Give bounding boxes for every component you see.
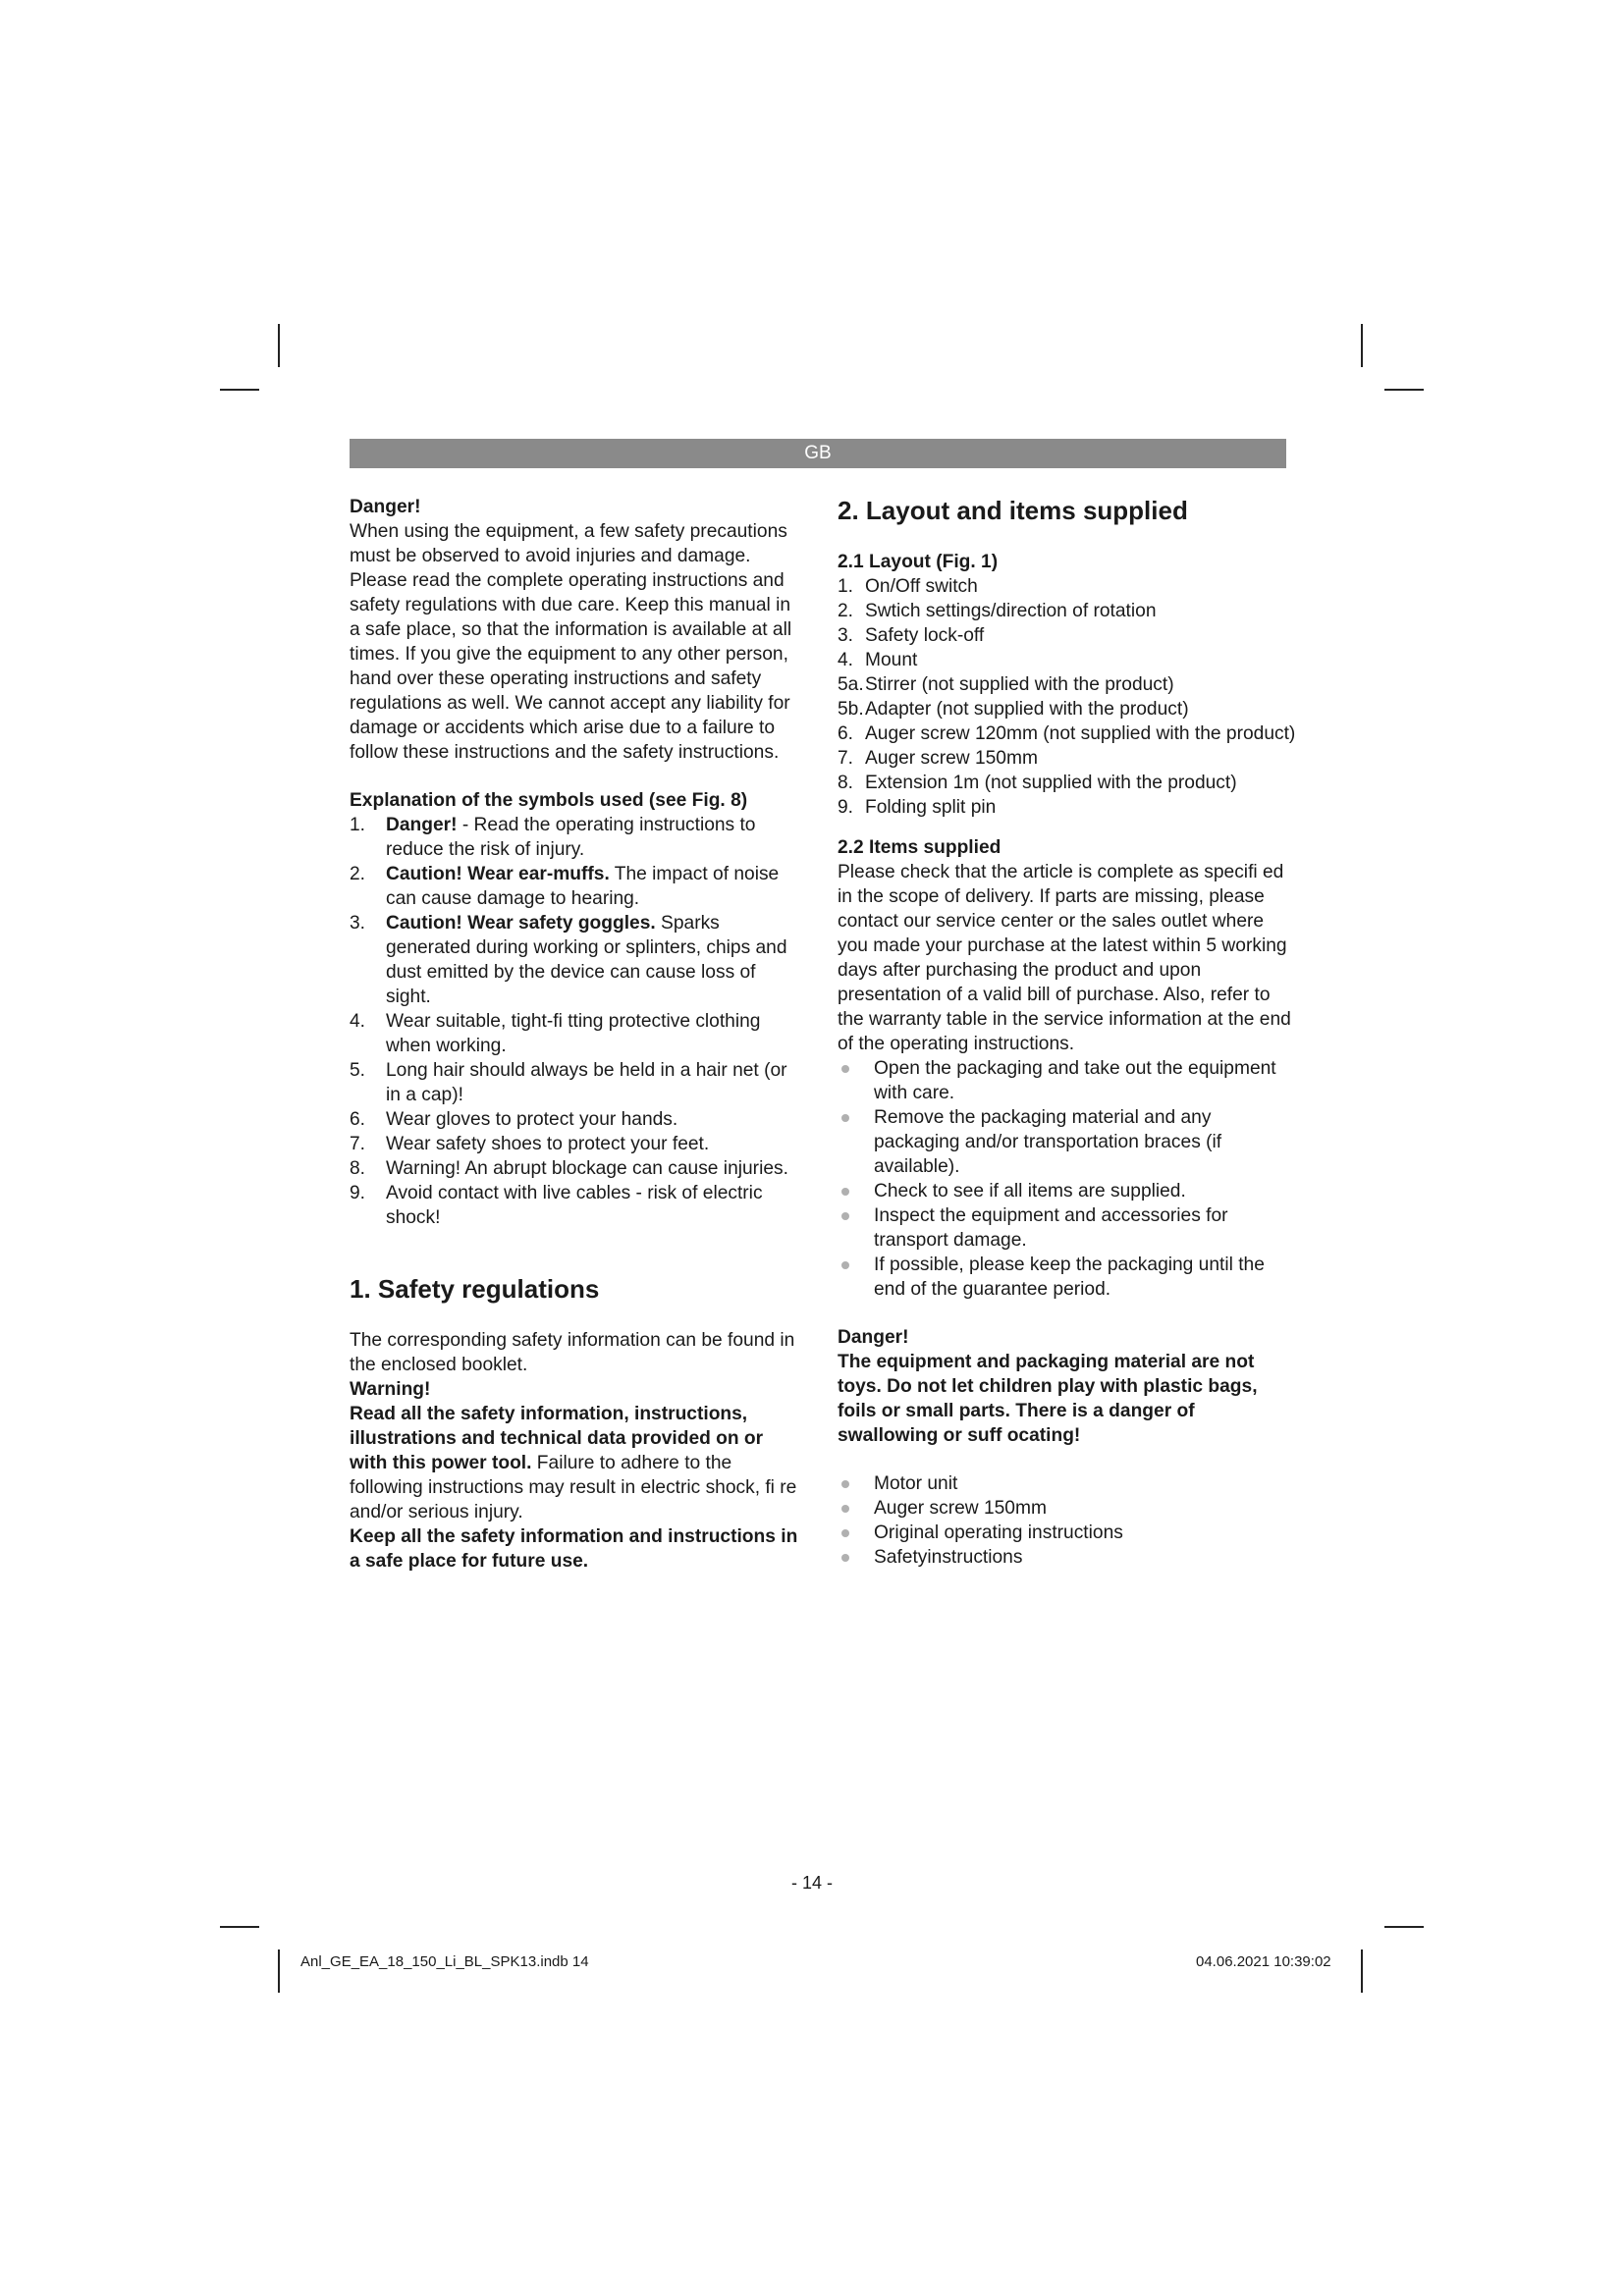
list-item: Check to see if all items are supplied. <box>838 1179 1299 1203</box>
items-text: Please check that the article is complete as specifi ed in the scope of delivery. If parts are missing, please contact our service center or the sales outlet where you made your purchase at the latest within 5 working days after purchasing the product and upon presentation of a valid bill of purchase. Also, refer to the warranty table in the service information at the end of the operating instructions. <box>838 862 1291 1054</box>
unpack-steps <box>838 1056 1299 1302</box>
supplied-list <box>838 1471 1299 1570</box>
crop-mark <box>1384 1926 1424 1928</box>
list-item: 5a. Stirrer (not supplied with the product) <box>838 674 1174 695</box>
layout-list <box>838 574 1299 820</box>
list-item: 1. On/Off switch <box>838 576 978 597</box>
list-item: Remove the packaging material and any packaging and/or transportation braces (if available). <box>838 1105 1299 1179</box>
bullet-icon <box>841 1114 849 1122</box>
list-item: Open the packaging and take out the equipment with care. <box>838 1056 1299 1105</box>
symbols-list <box>350 813 801 1230</box>
list-item: 7. Wear safety shoes to protect your feet. <box>350 1134 710 1154</box>
crop-mark <box>220 389 259 391</box>
left-column <box>350 495 801 1574</box>
symbols-title: Explanation of the symbols used (see Fig. 8) <box>350 790 748 811</box>
crop-mark <box>1384 389 1424 391</box>
safety-heading: 1. Safety regulations <box>350 1274 600 1304</box>
list-item: 2. Swtich settings/direction of rotation <box>838 601 1157 621</box>
list-item: Auger screw 150mm <box>838 1496 1299 1521</box>
crop-mark <box>220 1926 259 1928</box>
list-item: 8. Extension 1m (not supplied with the product) <box>838 773 1237 793</box>
bullet-icon <box>841 1480 849 1488</box>
list-item: 4. Mount <box>838 650 918 670</box>
bullet-icon <box>841 1188 849 1196</box>
bullet-icon <box>841 1554 849 1562</box>
list-item: Original operating instructions <box>838 1521 1299 1545</box>
list-item: 1. Danger! - Read the operating instructions to reduce the risk of injury. <box>350 815 756 860</box>
danger2-text: The equipment and packaging material are not toys. Do not let children play with plastic bags, foils or small parts. There is a danger of swallowing or suff ocating! <box>838 1352 1258 1446</box>
bullet-icon <box>841 1529 849 1537</box>
list-item: 3. Safety lock-off <box>838 625 985 646</box>
list-item: 9. Folding split pin <box>838 797 997 818</box>
list-item: 7. Auger screw 150mm <box>838 748 1038 769</box>
crop-mark <box>1361 324 1363 367</box>
list-item: 6. Wear gloves to protect your hands. <box>350 1109 678 1130</box>
crop-mark <box>278 324 280 367</box>
language-header: GB <box>350 439 1286 468</box>
safety-intro: The corresponding safety information can be found in the enclosed booklet. <box>350 1330 795 1375</box>
footer-filename: Anl_GE_EA_18_150_Li_BL_SPK13.indb 14 <box>300 1953 589 1970</box>
crop-mark <box>1361 1949 1363 1993</box>
list-item: 4. Wear suitable, tight-fi tting protective clothing when working. <box>350 1011 761 1056</box>
list-item: Safetyinstructions <box>838 1545 1299 1570</box>
crop-mark <box>278 1949 280 1993</box>
page-number: - 14 - <box>790 1873 833 1893</box>
list-item: 5b. Adapter (not supplied with the product) <box>838 699 1189 720</box>
right-column <box>838 495 1299 1570</box>
bullet-icon <box>841 1505 849 1513</box>
footer-timestamp: 04.06.2021 10:39:02 <box>1196 1953 1331 1970</box>
danger-title: Danger! <box>350 497 421 517</box>
list-item: If possible, please keep the packaging until the end of the guarantee period. <box>838 1253 1299 1302</box>
keep-text: Keep all the safety information and instructions in a safe place for future use. <box>350 1526 798 1572</box>
list-item: 5. Long hair should always be held in a hair net (or in a cap)! <box>350 1060 787 1105</box>
list-item: Motor unit <box>838 1471 1299 1496</box>
bullet-icon <box>841 1261 849 1269</box>
items-subheading: 2.2 Items supplied <box>838 837 1001 858</box>
danger2-title: Danger! <box>838 1327 909 1348</box>
danger-text: When using the equipment, a few safety precautions must be observed to avoid injuries and damage. Please read the complete operating instructions and safety regulations with due care. Keep this manual in a safe place, so that the information is available at all times. If you give the equipment to any other person, hand over these operating instructions and safety regulations as well. We cannot accept any liability for damage or accidents which arise due to a failure to follow these instructions and the safety instructions. <box>350 521 792 763</box>
list-item: Inspect the equipment and accessories for transport damage. <box>838 1203 1299 1253</box>
bullet-icon <box>841 1212 849 1220</box>
bullet-icon <box>841 1065 849 1073</box>
layout-subheading: 2.1 Layout (Fig. 1) <box>838 552 999 572</box>
layout-heading: 2. Layout and items supplied <box>838 496 1188 525</box>
warning-title: Warning! <box>350 1379 431 1400</box>
list-item: 3. Caution! Wear safety goggles. Sparks generated during working or splinters, chips and dust emitted by the device can cause loss of sight. <box>350 913 787 1007</box>
list-item: 9. Avoid contact with live cables - risk of electric shock! <box>350 1183 763 1228</box>
list-item: 8. Warning! An abrupt blockage can cause injuries. <box>350 1158 788 1179</box>
list-item: 2. Caution! Wear ear-muffs. The impact of noise can cause damage to hearing. <box>350 864 780 909</box>
list-item: 6. Auger screw 120mm (not supplied with the product) <box>838 723 1296 744</box>
warning-text: Read all the safety information, instructions, illustrations and technical data provided on or with this power tool. Failure to adhere to the following instructions may result in electric shock, fi re and/or serious injury. <box>350 1404 797 1522</box>
